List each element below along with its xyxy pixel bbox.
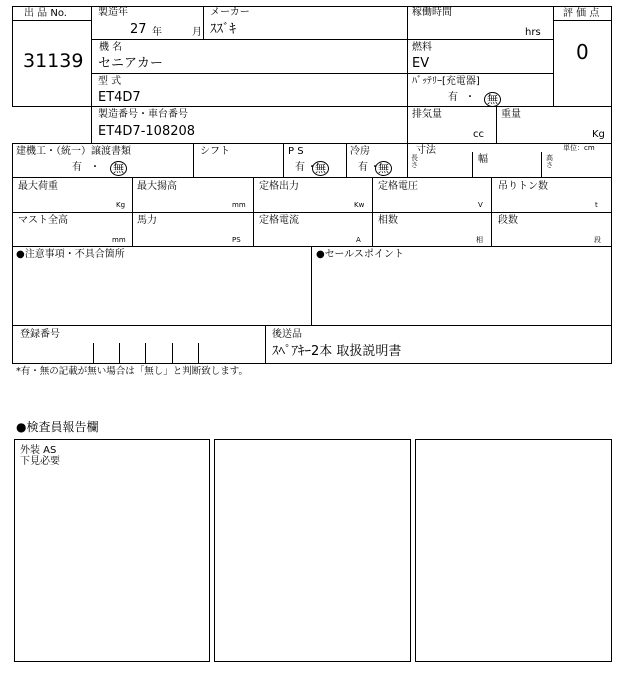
dims-unit-note: 単位：cm — [563, 144, 595, 152]
max-load-unit: Kg — [116, 201, 126, 209]
mast-height-label: マスト全高 — [18, 215, 68, 226]
ps-yes: 有 — [295, 162, 305, 173]
battery-no-circled: 無 — [484, 90, 501, 107]
mast-height-unit: mm — [112, 236, 126, 244]
shipping-label: 後送品 — [272, 329, 302, 340]
rating-label: 評 価 点 — [563, 8, 600, 19]
rated-current-unit: A — [356, 236, 361, 244]
battery-label: ﾊﾞｯﾃﾘｰ[充電器] — [412, 76, 480, 87]
cooler-yes: 有 — [358, 162, 368, 173]
battery-dot: ・ — [465, 92, 475, 103]
ps-dot: ・ — [307, 162, 317, 173]
dims-label: 寸法 — [416, 145, 436, 156]
inspector-box-1 — [14, 439, 210, 662]
fuel-value: EV — [412, 56, 430, 71]
doc-label: 建機工・（統一）譲渡書類 — [16, 146, 131, 157]
ps-no-circled: 無 — [312, 159, 329, 176]
doc-dot: ・ — [90, 162, 100, 173]
battery-yes: 有 — [448, 92, 458, 103]
year-unit: 年 — [152, 27, 162, 38]
dims-width: 幅 — [478, 154, 488, 165]
shift-label: シフト — [200, 146, 230, 157]
rated-voltage-label: 定格電圧 — [378, 181, 418, 192]
model-type-label: 型 式 — [98, 76, 122, 87]
serial-label: 製造番号・車台番号 — [98, 109, 188, 120]
year-value: 27 — [130, 22, 147, 37]
maker-value: ｽｽﾞｷ — [210, 22, 236, 37]
model-name-value: セニアカー — [98, 56, 163, 71]
rating-value: 0 — [576, 40, 589, 64]
phases-unit: 相 — [476, 236, 483, 244]
hours-label: 稼働時間 — [412, 7, 452, 18]
month-unit: 月 — [192, 27, 202, 38]
lot-number: 31139 — [23, 50, 84, 72]
displacement-label: 排気量 — [412, 109, 442, 120]
weight-label: 重量 — [501, 109, 521, 120]
dims-length: 長さ — [411, 154, 418, 169]
rated-output-unit: Kw — [354, 201, 365, 209]
footnote: *有・無の記載が無い場合は「無し」と判断致します。 — [16, 366, 248, 377]
inspector-title: ●検査員報告欄 — [16, 420, 99, 434]
serial-value: ET4D7-108208 — [98, 124, 196, 139]
dims-height: 高さ — [546, 154, 553, 169]
maker-label: メーカー — [210, 7, 250, 18]
inspector-box-2 — [214, 439, 411, 662]
weight-unit: Kg — [592, 129, 605, 140]
horsepower-label: 馬力 — [137, 215, 157, 226]
stages-label: 段数 — [498, 215, 518, 226]
cooler-label: 冷房 — [350, 146, 370, 157]
notes-label: ●注意事項・不具合箇所 — [16, 249, 125, 260]
phases-label: 相数 — [378, 215, 398, 226]
cooler-no-circled: 無 — [375, 159, 392, 176]
lot-label: 出 品 No. — [24, 8, 67, 19]
max-lift-label: 最大揚高 — [137, 181, 177, 192]
rated-output-label: 定格出力 — [259, 181, 299, 192]
inspector-line-1: 外装 AS — [20, 445, 57, 456]
shipping-value: ｽﾍﾟｱｷｰ2本 取扱説明書 — [272, 344, 402, 359]
doc-yes: 有 — [72, 162, 82, 173]
hoist-ton-unit: t — [595, 201, 598, 209]
hours-unit: hrs — [525, 27, 541, 38]
cooler-dot: ・ — [370, 162, 380, 173]
inspector-box-3 — [415, 439, 612, 662]
rated-current-label: 定格電流 — [259, 215, 299, 226]
horsepower-unit: PS — [232, 236, 241, 244]
stages-unit: 段 — [594, 236, 601, 244]
year-label: 製造年 — [98, 7, 128, 18]
ps-label: P S — [288, 146, 304, 157]
hoist-ton-label: 吊りトン数 — [498, 181, 548, 192]
inspector-line-2: 下見必要 — [20, 456, 60, 467]
rated-voltage-unit: V — [478, 201, 483, 209]
registration-label: 登録番号 — [20, 329, 60, 340]
sales-label: ●セールスポイント — [316, 249, 404, 260]
max-load-label: 最大荷重 — [18, 181, 58, 192]
max-lift-unit: mm — [232, 201, 246, 209]
fuel-label: 燃料 — [412, 42, 432, 53]
model-type-value: ET4D7 — [98, 90, 141, 105]
doc-no-circled: 無 — [110, 159, 127, 176]
model-name-label: 機 名 — [99, 42, 123, 53]
displacement-unit: cc — [473, 129, 484, 140]
